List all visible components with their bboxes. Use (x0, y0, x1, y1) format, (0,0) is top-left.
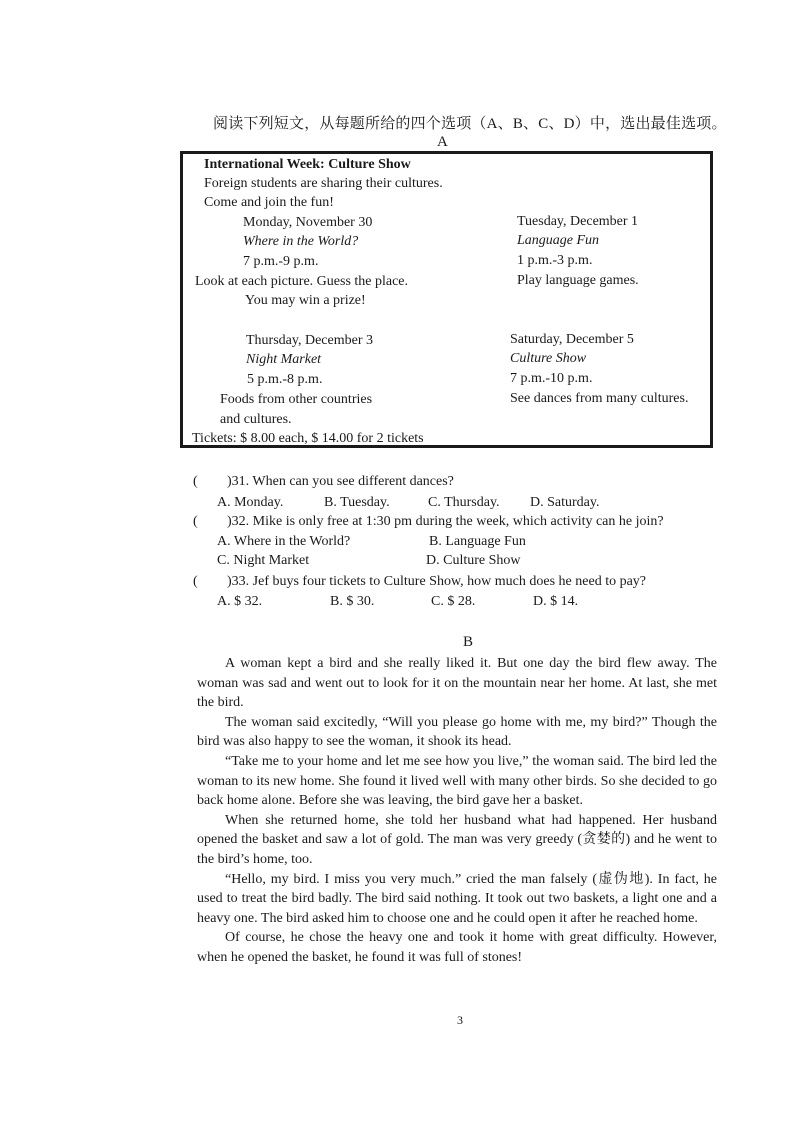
page-number: 3 (457, 1013, 463, 1027)
answer-paren[interactable]: ( (193, 574, 198, 589)
event-time: 1 p.m.-3 p.m. (517, 253, 593, 268)
notice-line-1: Foreign students are sharing their cultures. (204, 176, 443, 191)
answer-option: D. Culture Show (426, 553, 521, 568)
notice-line-2: Come and join the fun! (204, 195, 334, 210)
answer-option: A. Monday. (217, 495, 284, 510)
section-a-label: A (437, 134, 448, 150)
event-time: 7 p.m.-9 p.m. (243, 254, 319, 269)
event-name: Culture Show (510, 351, 587, 366)
story-paragraph: The woman said excitedly, “Will you please go home with me, my bird?” Though the bird was also happy to see the woman, it shook its head. (197, 714, 717, 750)
ticket-price-line: Tickets: $ 8.00 each, $ 14.00 for 2 tickets (192, 431, 424, 446)
event-description: Play language games. (517, 273, 639, 288)
answer-option: A. $ 32. (217, 594, 263, 609)
story-paragraph: “Take me to your home and let me see how you live,” the woman said. The bird led the woman to its new home. She found it lived well with many other birds. So she decided to go back home alone. Before she was leaving, the bird gave her a basket. (197, 753, 717, 809)
answer-option: C. Thursday. (428, 495, 500, 510)
event-description: Foods from other countries (220, 392, 373, 407)
answer-paren[interactable]: ( (193, 474, 198, 489)
event-description: Look at each picture. Guess the place. (195, 274, 409, 289)
event-date: Monday, November 30 (243, 215, 373, 230)
event-date: Thursday, December 3 (246, 333, 373, 348)
notice-title: International Week: Culture Show (204, 157, 411, 172)
answer-option: C. Night Market (217, 553, 310, 568)
story-paragraph: A woman kept a bird and she really liked it. But one day the bird flew away. The woman was sad and went out to look for it on the mountain near her home. At last, she met the bird. (197, 656, 717, 711)
answer-paren[interactable]: ( (193, 514, 198, 529)
question-stem: )33. Jef buys four tickets to Culture Show, how much does he need to pay? (227, 574, 647, 589)
story-paragraph: Of course, he chose the heavy one and took it home with great difficulty. However, when he opened the basket, he found it was full of stones! (197, 930, 717, 965)
section-b-label: B (463, 634, 474, 650)
event-name: Where in the World? (243, 234, 359, 249)
event-description: See dances from many cultures. (510, 391, 689, 406)
answer-option: B. Language Fun (429, 534, 526, 549)
culture-show-notice-box (180, 151, 713, 448)
instruction-text: 阅读下列短文，从每题所给的四个选项（A、B、C、D）中，选出最佳选项。 (213, 116, 727, 132)
event-time: 5 p.m.-8 p.m. (247, 372, 323, 387)
answer-option: D. $ 14. (533, 594, 579, 609)
event-time: 7 p.m.-10 p.m. (510, 371, 593, 386)
event-name: Language Fun (517, 233, 600, 248)
answer-option: B. $ 30. (330, 594, 375, 609)
answer-option: B. Tuesday. (324, 495, 390, 510)
story-paragraph: “Hello, my bird. I miss you very much.” cried the man falsely (虚伪地). In fact, he used to treat the bird badly. The bird said nothing. It took out two baskets, a light one and a heavy one. The bird asked him to choose one and he could open it after he reached home. (197, 871, 717, 926)
event-description: You may win a prize! (245, 293, 366, 308)
answer-option: C. $ 28. (431, 594, 476, 609)
story-text (197, 654, 717, 968)
event-date: Saturday, December 5 (510, 332, 634, 347)
event-name: Night Market (246, 352, 322, 367)
story-paragraph: When she returned home, she told her husband what had happened. Her husband opened the basket and saw a lot of gold. The man was very greedy (贪婪的) and he went to the bird’s home, too. (197, 812, 717, 867)
question-stem: )31. When can you see different dances? (227, 474, 454, 489)
event-description: and cultures. (220, 412, 292, 427)
event-date: Tuesday, December 1 (517, 214, 639, 229)
answer-option: D. Saturday. (530, 495, 600, 510)
answer-option: A. Where in the World? (217, 534, 351, 549)
question-stem: )32. Mike is only free at 1:30 pm during the week, which activity can he join? (227, 514, 664, 529)
